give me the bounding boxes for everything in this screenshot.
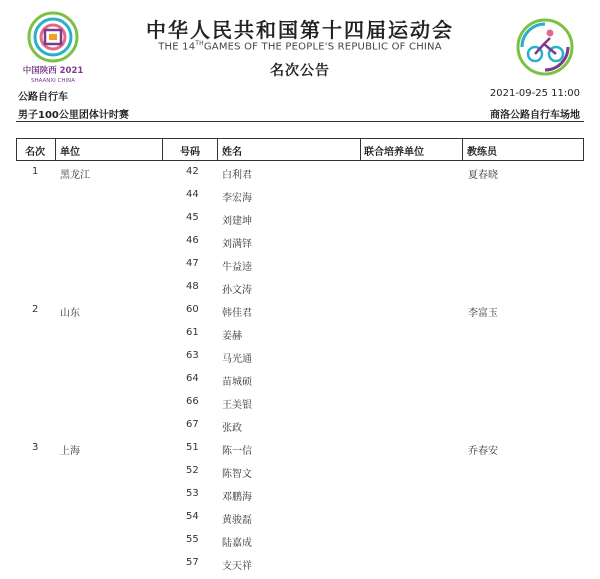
event-label: 男子100公里团体计时赛 <box>18 110 129 121</box>
table-row <box>0 414 600 437</box>
number-cell: 52 <box>186 465 199 476</box>
column-header-joint-unit: 联合培养单位 <box>364 147 424 158</box>
header-border-right <box>583 138 584 160</box>
games-title-en: THE 14THGAMES OF THE PEOPLE'S REPUBLIC OF CHINA <box>158 40 442 53</box>
unit-cell: 山东 <box>60 308 80 319</box>
page-title: 名次公告 <box>270 63 330 79</box>
coach-cell: 夏春晓 <box>468 170 498 181</box>
name-cell: 邓鹏海 <box>222 492 252 503</box>
name-cell: 陆嘉成 <box>222 538 252 549</box>
table-header-top-rule <box>16 138 584 139</box>
number-cell: 55 <box>186 534 199 545</box>
name-cell: 陈一信 <box>222 446 252 457</box>
rank-cell: 3 <box>32 442 39 453</box>
name-cell: 牛益逵 <box>222 262 252 273</box>
number-cell: 64 <box>186 373 199 384</box>
number-cell: 42 <box>186 166 199 177</box>
table-row <box>0 184 600 207</box>
header-divider <box>55 138 56 160</box>
table-row <box>0 299 600 322</box>
table-row <box>0 276 600 299</box>
venue-label: 商洛公路自行车场地 <box>490 110 580 121</box>
divider <box>16 121 584 122</box>
table-row <box>0 437 600 460</box>
name-cell: 马光通 <box>222 354 252 365</box>
name-cell: 姜赫 <box>222 331 242 342</box>
table-row <box>0 345 600 368</box>
number-cell: 51 <box>186 442 199 453</box>
name-cell: 韩佳君 <box>222 308 252 319</box>
number-cell: 61 <box>186 327 199 338</box>
number-cell: 45 <box>186 212 199 223</box>
column-header-number: 号码 <box>180 147 200 158</box>
name-cell: 王美银 <box>222 400 252 411</box>
column-header-rank: 名次 <box>25 147 45 158</box>
table-row <box>0 322 600 345</box>
table-row <box>0 460 600 483</box>
sport-label: 公路自行车 <box>18 92 68 103</box>
name-cell: 陈智文 <box>222 469 252 480</box>
games-title: 中华人民共和国第十四届运动会 <box>146 18 454 42</box>
table-row <box>0 368 600 391</box>
name-cell: 苗城硕 <box>222 377 252 388</box>
table-row <box>0 483 600 506</box>
logo-left-en: SHAANXI CHINA <box>30 78 76 84</box>
table-row <box>0 506 600 529</box>
name-cell: 张政 <box>222 423 242 434</box>
datetime-label: 2021-09-25 11:00 <box>489 88 580 99</box>
number-cell: 66 <box>186 396 199 407</box>
table-row <box>0 253 600 276</box>
number-cell: 44 <box>186 189 199 200</box>
table-row <box>0 230 600 253</box>
column-header-name: 姓名 <box>222 147 242 158</box>
header-divider <box>162 138 163 160</box>
unit-cell: 上海 <box>60 446 80 457</box>
number-cell: 63 <box>186 350 199 361</box>
table-row <box>0 207 600 230</box>
unit-cell: 黑龙江 <box>60 170 90 181</box>
number-cell: 57 <box>186 557 199 568</box>
number-cell: 67 <box>186 419 199 430</box>
table-row <box>0 552 600 575</box>
name-cell: 李宏海 <box>222 193 252 204</box>
column-header-coach: 教练员 <box>467 147 497 158</box>
number-cell: 54 <box>186 511 199 522</box>
table-row <box>0 161 600 184</box>
coach-cell: 乔春安 <box>468 446 498 457</box>
header-divider <box>217 138 218 160</box>
name-cell: 刘建坤 <box>222 216 252 227</box>
number-cell: 47 <box>186 258 199 269</box>
coach-cell: 李富玉 <box>468 308 498 319</box>
header-divider <box>462 138 463 160</box>
header-border-left <box>16 138 17 160</box>
name-cell: 孙文涛 <box>222 285 252 296</box>
name-cell: 支天祥 <box>222 561 252 572</box>
number-cell: 60 <box>186 304 199 315</box>
name-cell: 白利君 <box>222 170 252 181</box>
column-header-unit: 单位 <box>60 147 80 158</box>
name-cell: 黄骏磊 <box>222 515 252 526</box>
number-cell: 48 <box>186 281 199 292</box>
table-row <box>0 391 600 414</box>
name-cell: 刘满铎 <box>222 239 252 250</box>
table-row <box>0 529 600 552</box>
number-cell: 46 <box>186 235 199 246</box>
number-cell: 53 <box>186 488 199 499</box>
logo-left-cn: 中国陕西 2021 <box>22 66 84 76</box>
rank-cell: 2 <box>32 304 39 315</box>
header-divider <box>360 138 361 160</box>
rank-cell: 1 <box>32 166 39 177</box>
